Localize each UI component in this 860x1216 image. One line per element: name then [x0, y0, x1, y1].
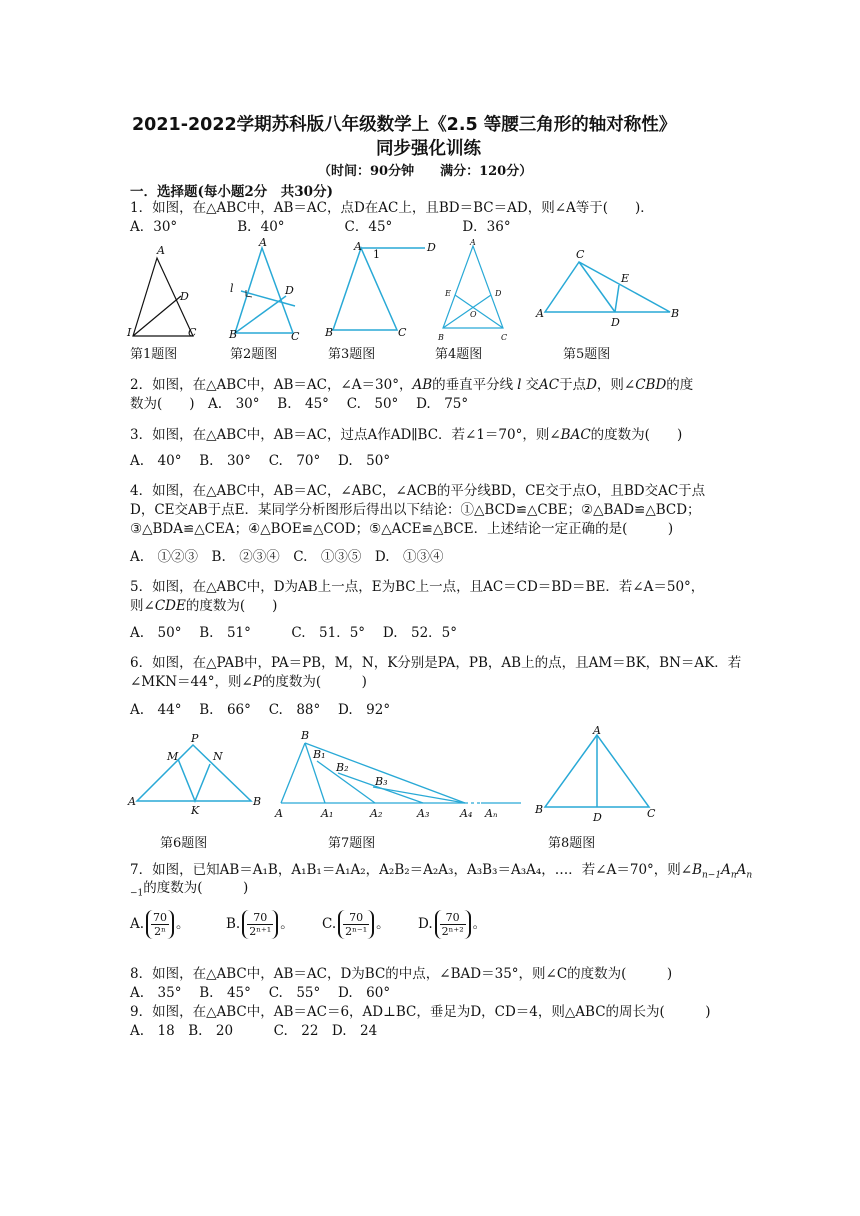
question-3-options: A. 40° B. 30° C. 70° D. 50° [130, 453, 391, 469]
question-2-line2: 数为( ) A. 30° B. 45° C. 50° D. 75° [130, 396, 469, 412]
fig7-label-a2: A₂ [370, 807, 383, 820]
question-7-options [130, 910, 514, 939]
question-2-line1: 2．如图，在△ABC中，AB＝AC，∠A＝30°，AB的垂直平分线 l 交AC于点D，则∠CBD的度 [130, 377, 694, 393]
fig5-label-a: A [536, 307, 544, 320]
fig2-label-a: A [259, 238, 267, 249]
fig3-label-a: A [354, 240, 362, 253]
question-5-line1: 5．如图，在△ABC中，D为AB上一点，E为BC上一点，且AC＝CD＝BD＝BE．若∠A＝50°， [130, 579, 705, 595]
fig7-label-an: Aₙ [485, 807, 498, 820]
exam-meta: （时间：90分钟 满分：120分） [318, 164, 533, 179]
fig1-label-a: A [157, 244, 165, 257]
question-8-options: A. 35° B. 45° C. 55° D. 60° [130, 985, 391, 1001]
fig2-label-b: B [229, 328, 238, 341]
q1-option-a: A．30° [130, 219, 178, 235]
fig7-label-a1: A₁ [321, 807, 334, 820]
fig4-label-o: O [470, 310, 477, 319]
fig8-label-b: B [535, 803, 544, 816]
caption-fig-3: 第3题图 [328, 347, 376, 362]
figure-8 [545, 735, 649, 807]
fig8-label-a: A [593, 725, 601, 737]
question-7-line2: $_{-1}$的度数为( ) [130, 880, 249, 899]
q1-option-b: B．40° [237, 219, 285, 235]
question-6-options: A. 44° B. 66° C. 88° D. 92° [130, 702, 391, 718]
fig5-label-d: D [611, 316, 620, 329]
question-4-line1: 4．如图，在△ABC中，AB＝AC，∠ABC，∠ACB的平分线BD，CE交于点O，且BD交AC于点 [130, 483, 706, 499]
fig3-label-d: D [427, 241, 436, 254]
fig7-label-a3: A₃ [417, 807, 430, 820]
q1-option-d: D．36° [462, 219, 511, 235]
fig4-label-e: E [445, 289, 451, 298]
fig7-label-a4: A₄ [460, 807, 473, 820]
question-1-options [130, 218, 539, 236]
fig6-label-m: M [167, 750, 179, 763]
question-9-options: A. 18 B. 20 C. 22 D. 24 [130, 1023, 378, 1039]
fig8-label-c: C [647, 807, 656, 820]
fig7-label-b2: B₂ [336, 761, 349, 774]
figure-6 [137, 745, 251, 801]
question-4-line3: ③△BDA≌△CEA；④△BOE≌△COD；⑤△ACE≌△BCE．上述结论一定正确的是( ) [130, 521, 674, 537]
section-heading: 一．选择题(每小题2分 共30分) [130, 184, 333, 200]
fig2-label-c: C [291, 330, 300, 343]
question-3-text: 3．如图，在△ABC中，AB＝AC，过点A作AD∥BC．若∠1＝70°，则∠BAC的度数为( ) [130, 427, 683, 443]
question-4-line2: D，CE交AB于点E．某同学分析图形后得出以下结论：①△BCD≌△CBE；②△BAD≌△BCD； [130, 502, 701, 518]
fig2-label-d: D [285, 284, 294, 297]
fig7-label-b: B [301, 729, 310, 742]
fig7-label-b1: B₁ [313, 748, 326, 761]
fig1-label-c: C [188, 326, 197, 339]
caption-fig-5: 第5题图 [563, 347, 611, 362]
question-9-text: 9．如图，在△ABC中，AB＝AC＝6，AD⊥BC，垂足为D，CD＝4，则△ABC的周长为( ) [130, 1004, 711, 1020]
question-4-options: A. ①②③ B. ②③④ C. ①③⑤ D. ①③④ [130, 549, 444, 565]
q7-option-b: B. $\frac{70}{\text{2ⁿ⁺¹}}$ 。 [226, 911, 294, 938]
fig4-label-d: D [495, 289, 502, 298]
fig5-label-e: E [621, 272, 630, 285]
fig2-label-l: l [230, 282, 234, 295]
fig3-label-1: 1 [373, 248, 380, 261]
question-7-line1: 7．如图，已知AB＝A₁B，A₁B₁＝A₁A₂，A₂B₂＝A₂A₃，A₃B₃＝A₃A₄，…．若∠A＝70°，则$\angle B_{n-1}A_nA_n$ [130, 862, 753, 881]
question-1-text: 1．如图，在△ABC中，AB＝AC，点D在AC上，且BD＝BC＝AD，则∠A等于( )． [130, 200, 654, 216]
question-6-line2: ∠MKN＝44°，则∠P的度数为( ) [130, 674, 367, 690]
caption-fig-7: 第7题图 [328, 836, 376, 851]
fig1-label-b: I [127, 326, 132, 339]
page-title-line2: 同步强化训练 [376, 139, 481, 159]
fig3-label-c: C [398, 326, 407, 339]
question-5-options: A. 50° B. 51° C. 51．5° D. 52．5° [130, 625, 457, 641]
caption-fig-2: 第2题图 [230, 347, 278, 362]
caption-fig-6: 第6题图 [160, 836, 208, 851]
figures-row-2 [125, 725, 665, 825]
figures-row-1 [125, 238, 705, 346]
q7-option-a: A. $\frac{70}{\text{2ⁿ}}$ 。 [130, 911, 190, 938]
question-5-line2: 则∠CDE的度数为( ) [130, 598, 278, 614]
fig5-label-b: B [671, 307, 680, 320]
fig4-label-c: C [501, 333, 508, 342]
fig6-label-b: B [253, 795, 262, 808]
fig4-label-a: A [470, 238, 476, 247]
figure-5 [545, 262, 670, 312]
fig6-label-k: K [191, 804, 200, 817]
question-8-text: 8．如图，在△ABC中，AB＝AC，D为BC的中点，∠BAD＝35°，则∠C的度数为( ) [130, 966, 673, 982]
fig6-label-a: A [128, 795, 136, 808]
q7-option-c: C. $\frac{70}{\text{2ⁿ⁻¹}}$ 。 [322, 911, 390, 938]
q1-option-c: C．45° [344, 219, 393, 235]
fig5-label-c: C [576, 248, 585, 261]
fig7-label-a: A [275, 807, 283, 820]
q7-option-d: D. $\frac{70}{\text{2ⁿ⁺²}}$ 。 [418, 911, 487, 938]
caption-fig-8: 第8题图 [548, 836, 596, 851]
fig1-label-d: D [180, 290, 189, 303]
fig6-label-n: N [213, 750, 223, 763]
caption-fig-1: 第1题图 [130, 347, 178, 362]
question-6-line1: 6．如图，在△PAB中，PA＝PB，M，N，K分别是PA，PB，AB上的点，且AM＝BK，BN＝AK．若 [130, 655, 742, 671]
fig3-label-b: B [325, 326, 334, 339]
page-title: 2021-2022学期苏科版八年级数学上《2.5 等腰三角形的轴对称性》 [132, 115, 677, 135]
fig4-label-b: B [438, 333, 444, 342]
fig8-label-d: D [593, 811, 602, 824]
fig6-label-p: P [191, 732, 199, 745]
caption-fig-4: 第4题图 [435, 347, 483, 362]
fig7-label-b3: B₃ [375, 775, 388, 788]
